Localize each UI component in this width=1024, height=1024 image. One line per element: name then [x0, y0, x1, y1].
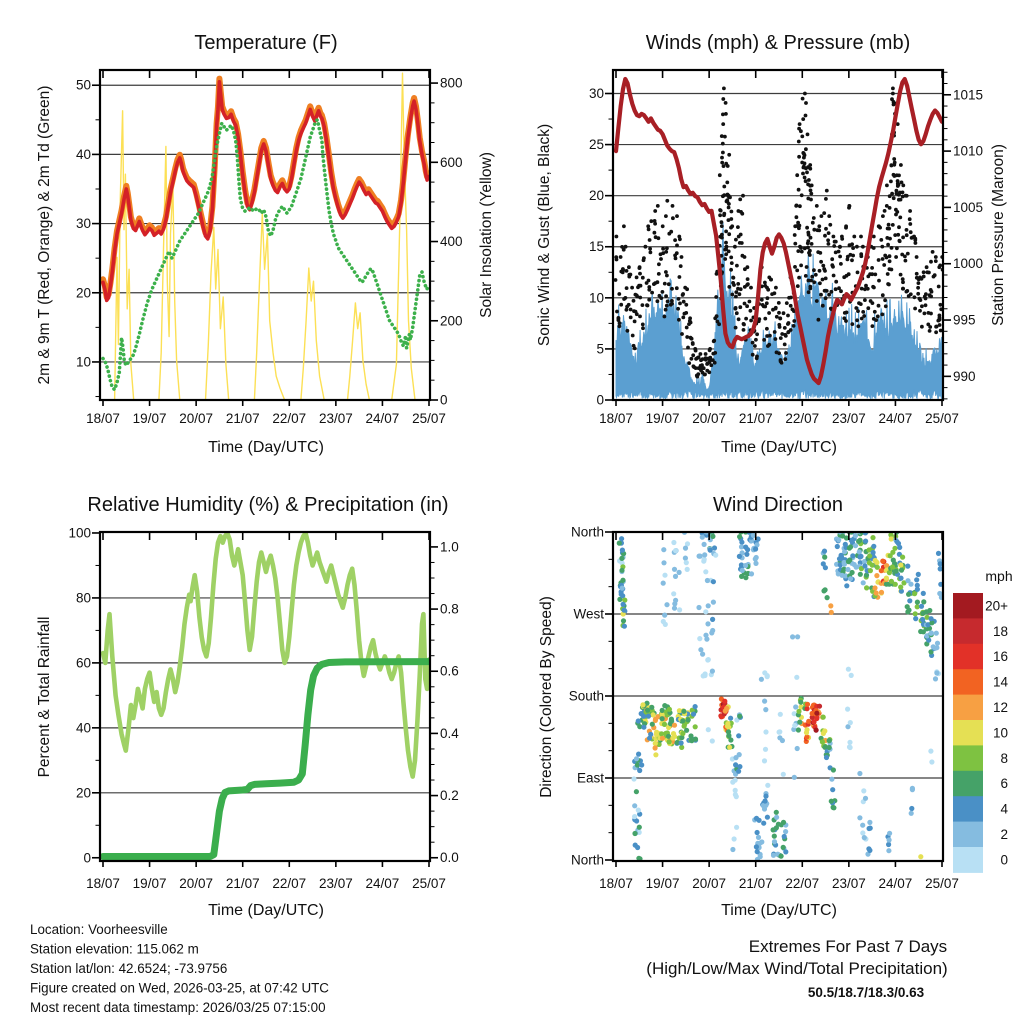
svg-text:80: 80: [75, 590, 91, 606]
svg-text:23/07: 23/07: [318, 876, 353, 891]
footer-created: Figure created on Wed, 2026-03-25, at 07:42 UTC: [30, 980, 329, 996]
svg-text:1.0: 1.0: [440, 539, 459, 555]
svg-text:1015: 1015: [953, 87, 984, 103]
svg-text:4: 4: [1000, 801, 1008, 817]
extremes-values: 50.5/18.7/18.3/0.63: [807, 985, 925, 1000]
svg-text:22/07: 22/07: [272, 411, 307, 426]
svg-text:23/07: 23/07: [831, 876, 866, 891]
svg-text:100: 100: [68, 525, 91, 541]
svg-text:5: 5: [596, 341, 604, 357]
chart-wind_direction: [569, 525, 1009, 892]
svg-text:6: 6: [1000, 776, 1008, 792]
svg-text:23/07: 23/07: [318, 411, 353, 426]
svg-text:8: 8: [1000, 750, 1008, 766]
svg-text:12: 12: [992, 700, 1008, 715]
svg-text:10: 10: [75, 354, 91, 370]
svg-text:30: 30: [75, 216, 91, 232]
footer-station-info: [30, 922, 329, 1015]
svg-text:25/07: 25/07: [412, 411, 446, 426]
extremes-subheading: (High/Low/Max Wind/Total Precipitation): [646, 959, 948, 978]
svg-text:0: 0: [596, 392, 604, 408]
svg-text:0.8: 0.8: [440, 601, 459, 617]
svg-text:20: 20: [588, 188, 604, 204]
svg-text:18/07: 18/07: [86, 411, 120, 426]
xlabel-winds: Time (Day/UTC): [721, 439, 837, 456]
svg-text:20/07: 20/07: [692, 876, 727, 891]
svg-text:23/07: 23/07: [831, 411, 866, 426]
svg-text:16: 16: [992, 649, 1008, 665]
chart-title-wind-direction: Wind Direction: [712, 494, 844, 516]
chart-winds: [589, 70, 983, 426]
svg-text:24/07: 24/07: [365, 876, 400, 891]
svg-text:18/07: 18/07: [599, 876, 633, 891]
svg-text:West: West: [573, 606, 604, 622]
extremes-heading: Extremes For Past 7 Days: [748, 937, 948, 956]
svg-text:1005: 1005: [953, 199, 984, 215]
svg-text:0.2: 0.2: [440, 788, 459, 804]
svg-text:2: 2: [1000, 827, 1008, 842]
svg-text:19/07: 19/07: [132, 411, 167, 426]
svg-text:North: North: [570, 852, 604, 868]
svg-text:0: 0: [1000, 852, 1008, 868]
footer-elevation: Station elevation: 115.062 m: [30, 941, 199, 957]
svg-text:21/07: 21/07: [225, 876, 260, 891]
ylabel-left-temperature: 2m & 9m T (Red, Orange) & 2m Td (Green): [36, 85, 53, 385]
svg-text:South: South: [568, 688, 604, 704]
svg-text:0.0: 0.0: [440, 850, 459, 866]
svg-text:995: 995: [953, 312, 976, 328]
svg-text:18/07: 18/07: [86, 876, 120, 891]
svg-text:20/07: 20/07: [179, 876, 214, 891]
chart-title-humidity: Relative Humidity (%) & Precipitation (in): [87, 494, 449, 516]
svg-text:10: 10: [992, 725, 1008, 741]
svg-text:0: 0: [83, 850, 91, 866]
svg-text:19/07: 19/07: [645, 876, 680, 891]
svg-text:0.6: 0.6: [440, 663, 459, 679]
ylabel-right-pressure: Station Pressure (Maroon): [990, 144, 1007, 326]
svg-text:18/07: 18/07: [599, 411, 633, 426]
svg-text:East: East: [576, 770, 604, 786]
svg-text:20: 20: [75, 785, 91, 801]
svg-text:60: 60: [75, 655, 91, 671]
svg-text:800: 800: [440, 75, 463, 91]
svg-text:21/07: 21/07: [738, 876, 773, 891]
temperature-series: [103, 73, 429, 400]
svg-text:25/07: 25/07: [925, 876, 959, 891]
svg-text:21/07: 21/07: [738, 411, 773, 426]
chart-temperature: [76, 70, 463, 426]
svg-text:20: 20: [75, 285, 91, 301]
chart-title-temperature: Temperature (F): [194, 32, 338, 54]
svg-text:20/07: 20/07: [179, 411, 214, 426]
chart-humidity: [68, 525, 459, 891]
svg-text:600: 600: [440, 154, 463, 170]
svg-text:25: 25: [588, 137, 604, 153]
svg-text:1000: 1000: [953, 256, 984, 272]
svg-text:North: North: [570, 524, 604, 540]
ylabel-right-solar: Solar Insolation (Yellow): [478, 152, 495, 318]
svg-text:10: 10: [588, 290, 604, 306]
svg-text:0: 0: [440, 392, 448, 408]
ylabel-left-wind-direction: Direction (Colored By Speed): [538, 596, 555, 798]
xlabel-humidity: Time (Day/UTC): [208, 902, 324, 919]
svg-text:25/07: 25/07: [925, 411, 959, 426]
svg-text:40: 40: [75, 720, 91, 736]
ylabel-left-winds: Sonic Wind & Gust (Blue, Black): [536, 123, 553, 347]
footer-extremes: [646, 937, 947, 1000]
svg-text:19/07: 19/07: [132, 876, 167, 891]
svg-text:990: 990: [953, 368, 976, 384]
colorbar-title: mph: [985, 568, 1013, 584]
svg-text:1010: 1010: [953, 143, 984, 159]
svg-text:24/07: 24/07: [878, 876, 913, 891]
svg-text:40: 40: [75, 146, 91, 162]
svg-text:30: 30: [588, 85, 604, 101]
svg-text:15: 15: [588, 239, 604, 255]
winds-series: [614, 79, 945, 399]
svg-text:22/07: 22/07: [785, 876, 820, 891]
chart-title-winds: Winds (mph) & Pressure (mb): [645, 32, 911, 54]
xlabel-temperature: Time (Day/UTC): [208, 439, 324, 456]
svg-text:400: 400: [440, 234, 463, 250]
footer-timestamp: Most recent data timestamp: 2026/03/25 07:15:00: [30, 1000, 326, 1015]
svg-text:22/07: 22/07: [785, 411, 820, 426]
svg-text:200: 200: [440, 313, 463, 329]
svg-text:18: 18: [992, 623, 1008, 639]
svg-text:19/07: 19/07: [645, 411, 680, 426]
humidity-series: [103, 533, 429, 857]
svg-text:21/07: 21/07: [225, 411, 260, 426]
svg-text:25/07: 25/07: [412, 876, 446, 891]
svg-text:22/07: 22/07: [272, 876, 307, 891]
footer-location: Location: Voorheesville: [30, 922, 168, 937]
footer-latlon: Station lat/lon: 42.6524; -73.9756: [30, 961, 228, 976]
svg-text:24/07: 24/07: [878, 411, 913, 426]
svg-text:24/07: 24/07: [365, 411, 400, 426]
svg-text:14: 14: [992, 674, 1008, 690]
xlabel-wind-direction: Time (Day/UTC): [721, 902, 837, 919]
ylabel-left-humidity: Percent & Total Rainfall: [36, 616, 53, 778]
svg-text:20+: 20+: [985, 598, 1008, 614]
speed-colorbar: [953, 593, 1008, 873]
svg-text:0.4: 0.4: [440, 725, 459, 741]
svg-text:50: 50: [75, 77, 91, 93]
svg-text:20/07: 20/07: [692, 411, 727, 426]
